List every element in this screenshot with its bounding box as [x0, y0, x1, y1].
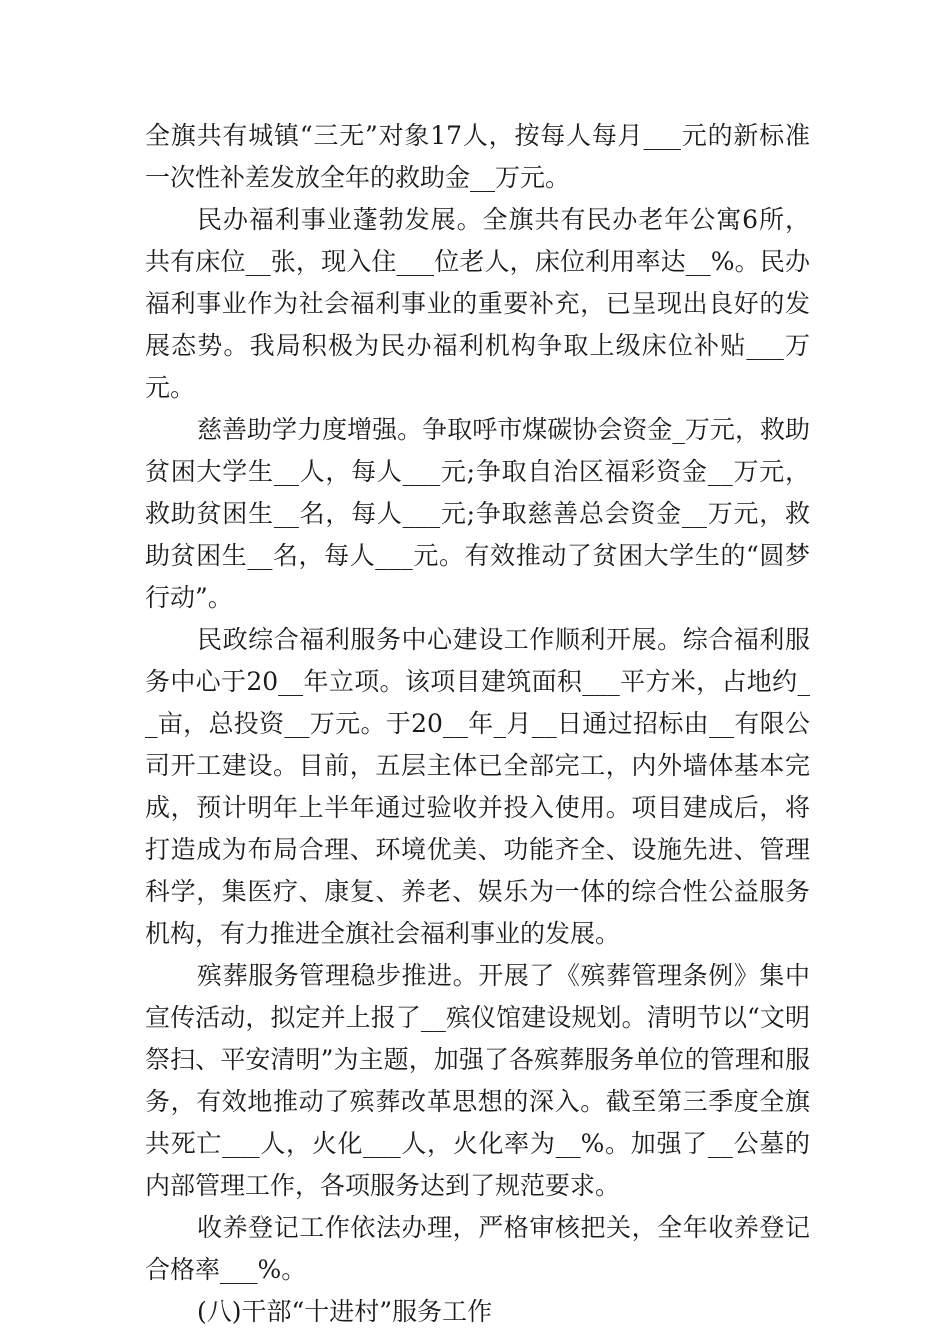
- paragraph-urban-aid: 全旗共有城镇“三无”对象17人，按每人每月___元的新标准一次性补差发放全年的救助金__万元。: [145, 121, 810, 192]
- paragraph-private-welfare: 民办福利事业蓬勃发展。全旗共有民办老年公寓6所，共有床位__张，现入住___位老人，床位利用率达__%。民办福利事业作为社会福利事业的重要补充，已呈现出良好的发展态势。我局积极为民办福利机构争取上级床位补贴___万元。: [145, 205, 810, 402]
- document-body: [145, 115, 810, 1333]
- section-heading: (八)干部“十进村”服务工作: [197, 1297, 493, 1326]
- paragraph-welfare-center: 民政综合福利服务中心建设工作顺利开展。综合福利服务中心于20__年立项。该项目建筑面积___平方米，占地约__亩，总投资__万元。于20__年_月__日通过招标由__有限公司开工建设。目前，五层主体已全部完工，内外墙体基本完成，预计明年上半年通过验收并投入使用。项目建成后，将打造成为布局合理、环境优美、功能齐全、设施先进、管理科学，集医疗、康复、养老、娱乐为一体的综合性公益服务机构，有力推进全旗社会福利事业的发展。: [145, 625, 810, 948]
- paragraph-charity-education: 慈善助学力度增强。争取呼市煤碳协会资金_万元，救助贫困大学生__人，每人___元;争取自治区福彩资金__万元，救助贫困生__名，每人___元;争取慈善总会资金__万元，救助贫困生__名，每人___元。有效推动了贫困大学生的“圆梦行动”。: [145, 415, 810, 612]
- paragraph-funeral-services: 殡葬服务管理稳步推进。开展了《殡葬管理条例》集中宣传活动，拟定并上报了__殡仪馆建设规划。清明节以“文明祭扫、平安清明”为主题，加强了各殡葬服务单位的管理和服务，有效地推动了殡葬改革思想的深入。截至第三季度全旗共死亡___人，火化___人，火化率为__%。加强了__公墓的内部管理工作，各项服务达到了规范要求。: [145, 961, 810, 1200]
- paragraph-adoption-registration: 收养登记工作依法办理，严格审核把关，全年收养登记合格率___%。: [145, 1213, 810, 1284]
